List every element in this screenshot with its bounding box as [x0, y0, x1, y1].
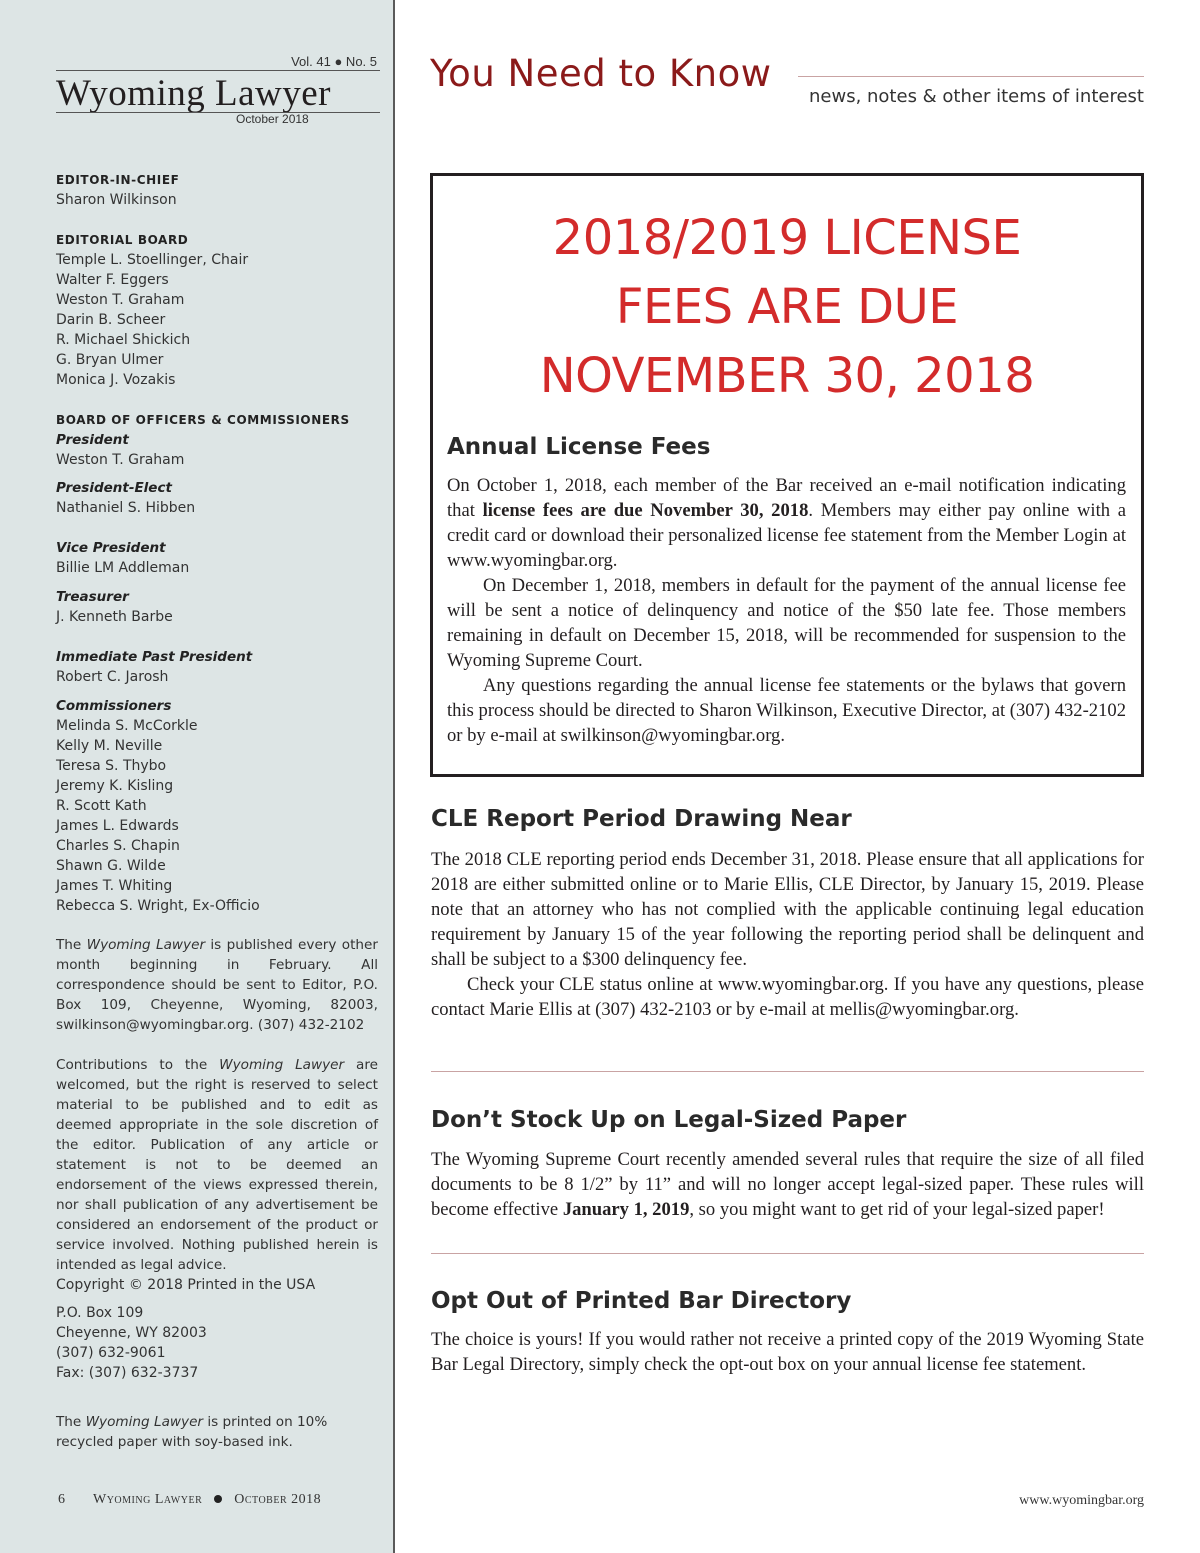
- license-fee-banner: [433, 204, 1141, 411]
- president-heading: President: [56, 432, 129, 448]
- paragraph: [431, 1147, 1144, 1222]
- president-elect-block: [56, 478, 195, 518]
- bullet-icon: [214, 1495, 222, 1503]
- treasurer-name: J. Kenneth Barbe: [56, 609, 173, 625]
- contributions-text: are welcomed, but the right is reserved to select material to be published and to edit as deemed appropriate in the sole discretion of the editor. Publication of any article or statement is not to be deemed an endorsement of the views expressed therein, nor shall publication of any advertisement be considered an endorsement of the product or service involved. Nothing published herein is intended as legal advice.: [56, 1057, 379, 1273]
- vice-president-name: Billie LM Addleman: [56, 560, 190, 576]
- publication-name: Wyoming Lawyer: [85, 1414, 204, 1430]
- commissioner: Charles S. Chapin: [56, 838, 180, 854]
- issue-date: October 2018: [236, 112, 309, 126]
- footer-publication: Wyoming Lawyer: [93, 1492, 203, 1507]
- paragraph-text: , so you might want to get rid of your legal-sized paper!: [689, 1199, 1105, 1220]
- effective-date-emphasis: January 1, 2019: [562, 1199, 690, 1220]
- commissioner: Kelly M. Neville: [56, 738, 163, 754]
- masthead-rule: [56, 112, 380, 113]
- cle-heading: CLE Report Period Drawing Near: [431, 806, 852, 832]
- president-elect-name: Nathaniel S. Hibben: [56, 500, 196, 516]
- paragraph: The choice is yours! If you would rather not receive a printed copy of the 2019 Wyoming State Bar Legal Directory, simply check the opt-out box on your annual license fee statement.: [431, 1329, 1144, 1375]
- publication-masthead: Wyoming Lawyer: [56, 70, 380, 117]
- paragraph: On December 1, 2018, members in default for the payment of the annual license fee will be sent a notice of delinquency and notice of the $50 late fee. Those members remaining in default on December 15, 2018, will be recommended for suspension to the Wyoming Supreme Court.: [447, 575, 1126, 671]
- directory-heading: Opt Out of Printed Bar Directory: [431, 1288, 852, 1314]
- paragraph-text: On October 1, 2018, each member of the Bar received an e-mail notification indicating that: [447, 475, 1126, 521]
- address-block: [56, 1303, 207, 1383]
- section-divider: [431, 1071, 1144, 1072]
- annual-license-fees-heading: Annual License Fees: [447, 434, 711, 460]
- past-president-name: Robert C. Jarosh: [56, 669, 169, 685]
- board-member: Temple L. Stoellinger, Chair: [56, 252, 249, 268]
- vice-president-block: [56, 538, 189, 578]
- editor-block: [56, 170, 179, 210]
- contributions-notice: [56, 1055, 378, 1275]
- commissioners-block: [56, 696, 260, 916]
- editor-heading: EDITOR-IN-CHIEF: [56, 173, 180, 187]
- banner-line: FEES ARE DUE: [615, 279, 959, 335]
- officers-block: [56, 410, 350, 470]
- board-member: Walter F. Eggers: [56, 272, 169, 288]
- commissioner: Rebecca S. Wright, Ex-Officio: [56, 898, 260, 914]
- president-elect-heading: President-Elect: [56, 480, 172, 496]
- editor-name: Sharon Wilkinson: [56, 192, 177, 208]
- address-line: Cheyenne, WY 82003: [56, 1325, 207, 1341]
- commissioner: Melinda S. McCorkle: [56, 718, 198, 734]
- banner-line: 2018/2019 LICENSE: [552, 210, 1022, 266]
- commissioners-heading: Commissioners: [56, 698, 172, 714]
- board-member: G. Bryan Ulmer: [56, 352, 164, 368]
- section-title-rule: [798, 76, 1144, 77]
- paragraph: Any questions regarding the annual license fee statements or the bylaws that govern this process should be directed to Sharon Wilkinson, Executive Director, at (307) 432-2102 or by e-mail at swilkinson@wyomingbar.org.: [447, 675, 1126, 746]
- section-subtitle: news, notes & other items of interest: [808, 86, 1144, 107]
- legal-paper-body: [431, 1147, 1144, 1222]
- footer-month: October 2018: [234, 1492, 322, 1507]
- editorial-board-block: [56, 230, 248, 390]
- annual-license-fees-body: [447, 473, 1126, 748]
- copyright-block: [56, 1275, 315, 1295]
- license-fee-box: [430, 173, 1144, 777]
- publication-name: Wyoming Lawyer: [86, 937, 206, 953]
- banner-line: NOVEMBER 30, 2018: [539, 348, 1035, 404]
- page-footer-left: [58, 1492, 321, 1508]
- page-number: 6: [58, 1492, 65, 1507]
- volume-number: Vol. 41 ● No. 5: [291, 54, 377, 69]
- board-member: Darin B. Scheer: [56, 312, 166, 328]
- publication-notice-text: is published every other month beginning in February. All correspondence should be sent to Editor, P.O. Box 109, Cheyenne, Wyoming, 82003, swilkinson@wyomingbar.org. (307) 432-2102: [56, 937, 378, 1033]
- paragraph-text: . Members may either pay online with a credit card or download their personalized license fee statement from the Member Login at www.wyomingbar.org.: [447, 500, 1126, 571]
- section-title: You Need to Know: [430, 52, 772, 95]
- commissioner: James T. Whiting: [56, 878, 173, 894]
- copyright: Copyright © 2018 Printed in the USA: [56, 1277, 316, 1293]
- vice-president-heading: Vice President: [56, 540, 166, 556]
- cle-body: [431, 847, 1144, 1022]
- publication-notice: [56, 935, 378, 1035]
- past-president-block: [56, 647, 252, 687]
- paragraph: The 2018 CLE reporting period ends December 31, 2018. Please ensure that all applications for 2018 are either submitted online or to Marie Ellis, CLE Director, by January 15, 2019. Please note that an attorney who has not complied with the applicable continuing legal education requirement by January 15 of the year following the reporting period shall be delinquent and shall be subject to a $300 delinquency fee.: [431, 849, 1144, 970]
- footer-url: www.wyomingbar.org: [1019, 1493, 1144, 1508]
- commissioner: Shawn G. Wilde: [56, 858, 166, 874]
- directory-body: [431, 1327, 1144, 1377]
- editorial-board-heading: EDITORIAL BOARD: [56, 233, 189, 247]
- board-member: Weston T. Graham: [56, 292, 185, 308]
- due-date-emphasis: license fees are due November 30, 2018: [482, 500, 809, 521]
- past-president-heading: Immediate Past President: [56, 649, 253, 665]
- address-line: P.O. Box 109: [56, 1305, 144, 1321]
- treasurer-block: [56, 587, 173, 627]
- section-divider: [431, 1253, 1144, 1254]
- phone: (307) 632-9061: [56, 1345, 166, 1361]
- paragraph: Check your CLE status online at www.wyomingbar.org. If you have any questions, please contact Marie Ellis at (307) 432-2103 or by e-mail at mellis@wyomingbar.org.: [431, 974, 1144, 1020]
- paragraph: [447, 473, 1126, 573]
- commissioner: R. Scott Kath: [56, 798, 147, 814]
- commissioner: Teresa S. Thybo: [56, 758, 167, 774]
- recycled-notice: [56, 1412, 378, 1452]
- legal-paper-heading: Don’t Stock Up on Legal-Sized Paper: [431, 1107, 907, 1133]
- treasurer-heading: Treasurer: [56, 589, 129, 605]
- commissioner: Jeremy K. Kisling: [56, 778, 174, 794]
- board-member: R. Michael Shickich: [56, 332, 191, 348]
- officers-heading: BOARD OF OFFICERS & COMMISSIONERS: [56, 413, 350, 427]
- paragraph-text: The Wyoming Supreme Court recently amended several rules that require the size of all filed documents to be 8 1/2” by 11” and will no longer accept legal-sized paper. These rules will become effective: [431, 1149, 1144, 1220]
- publication-name: Wyoming Lawyer: [219, 1057, 345, 1073]
- board-member: Monica J. Vozakis: [56, 372, 176, 388]
- recycled-text: is printed on 10% recycled paper with soy-based ink.: [56, 1414, 328, 1450]
- commissioner: James L. Edwards: [56, 818, 179, 834]
- publication-notice-text: The: [56, 937, 87, 953]
- contributions-text: Contributions to the: [56, 1057, 220, 1073]
- president-name: Weston T. Graham: [56, 452, 185, 468]
- recycled-text: The: [56, 1414, 86, 1430]
- fax: Fax: (307) 632-3737: [56, 1365, 199, 1381]
- masthead-sidebar: [0, 0, 395, 1553]
